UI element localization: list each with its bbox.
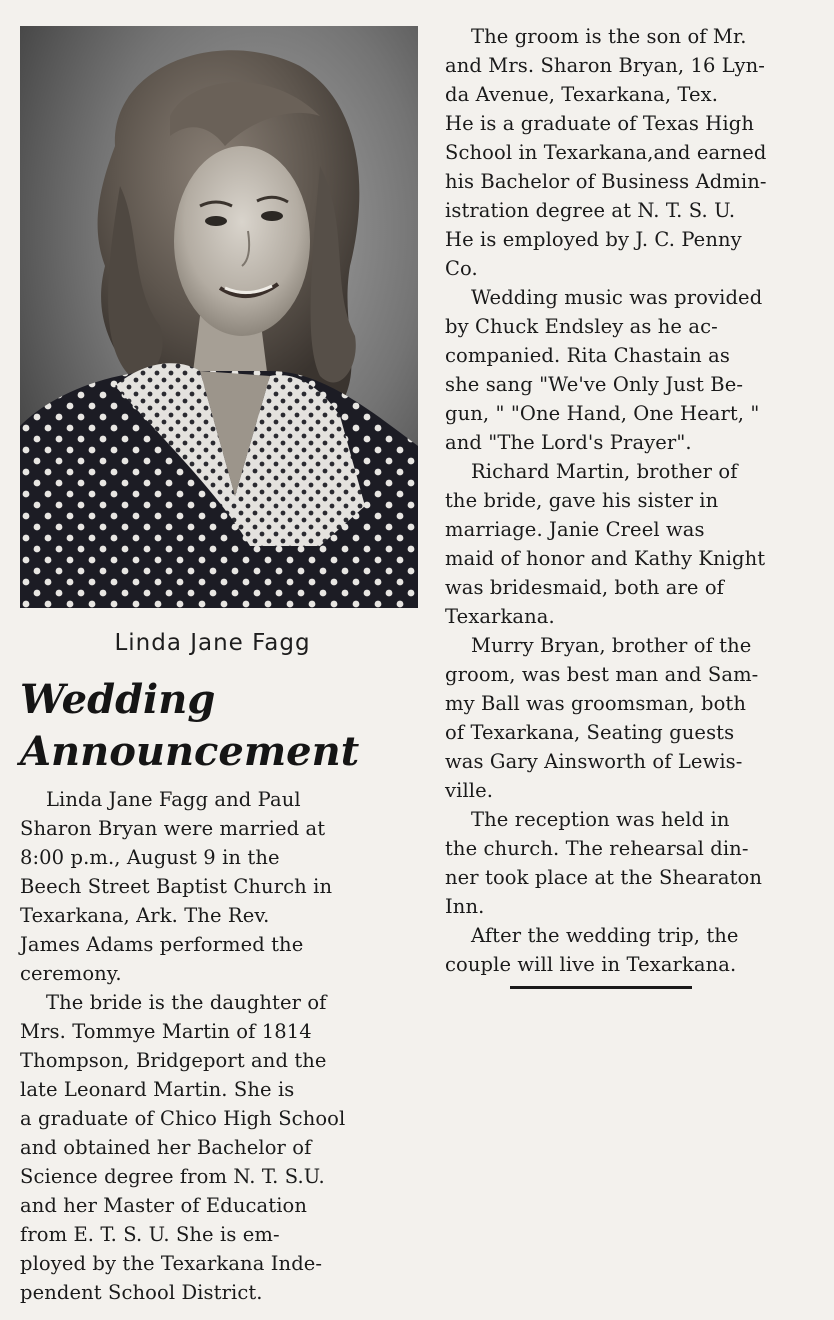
text-line: Thompson, Bridgeport and the bbox=[20, 1049, 327, 1072]
text-line: School in Texarkana,and earned bbox=[445, 141, 767, 164]
text-line: 8:00 p.m., August 9 in the bbox=[20, 846, 280, 869]
text-line: Mrs. Tommye Martin of 1814 bbox=[20, 1020, 312, 1043]
text-line: and "The Lord's Prayer". bbox=[445, 431, 692, 454]
headline-line-2: Announcement bbox=[20, 728, 360, 775]
paragraph-bride bbox=[20, 988, 418, 1307]
paragraph-groom bbox=[445, 22, 829, 283]
paragraph-attendants bbox=[445, 457, 829, 631]
photo-caption: Linda Jane Fagg bbox=[114, 630, 311, 656]
bride-portrait-photo bbox=[20, 26, 418, 608]
text-line: The bride is the daughter of bbox=[46, 991, 327, 1014]
text-line: He is a graduate of Texas High bbox=[445, 112, 754, 135]
text-line: of Texarkana, Seating guests bbox=[445, 721, 735, 744]
text-line: marriage. Janie Creel was bbox=[445, 518, 705, 541]
paragraph-music bbox=[445, 283, 829, 457]
text-line: istration degree at N. T. S. U. bbox=[445, 199, 736, 222]
text-line: companied. Rita Chastain as bbox=[445, 344, 730, 367]
text-line: the bride, gave his sister in bbox=[445, 489, 719, 512]
text-line: and obtained her Bachelor of bbox=[20, 1136, 312, 1159]
end-of-article-rule bbox=[510, 986, 692, 989]
text-line: and Mrs. Sharon Bryan, 16 Lyn- bbox=[445, 54, 765, 77]
text-line: a graduate of Chico High School bbox=[20, 1107, 346, 1130]
paragraph-ceremony bbox=[20, 785, 418, 988]
text-line: was bridesmaid, both are of bbox=[445, 576, 724, 599]
paragraph-groomsmen bbox=[445, 631, 829, 805]
text-line: couple will live in Texarkana. bbox=[445, 953, 737, 976]
text-line: ner took place at the Shearaton bbox=[445, 866, 763, 889]
text-line: was Gary Ainsworth of Lewis- bbox=[445, 750, 743, 773]
text-line: Science degree from N. T. S.U. bbox=[20, 1165, 325, 1188]
text-line: gun, " "One Hand, One Heart, " bbox=[445, 402, 760, 425]
text-line: James Adams performed the bbox=[20, 933, 304, 956]
text-line: Linda Jane Fagg and Paul bbox=[46, 788, 301, 811]
paragraph-reception bbox=[445, 805, 829, 921]
text-line: He is employed by J. C. Penny bbox=[445, 228, 742, 251]
text-line: Inn. bbox=[445, 895, 485, 918]
text-line: Texarkana. bbox=[445, 605, 555, 628]
text-line: she sang "We've Only Just Be- bbox=[445, 373, 744, 396]
text-line: pendent School District. bbox=[20, 1281, 263, 1304]
text-line: da Avenue, Texarkana, Tex. bbox=[445, 83, 719, 106]
headline-line-1: Wedding bbox=[20, 676, 216, 723]
text-line: by Chuck Endsley as he ac- bbox=[445, 315, 718, 338]
right-article-body bbox=[445, 22, 829, 979]
text-line: ployed by the Texarkana Inde- bbox=[20, 1252, 323, 1275]
text-line: The reception was held in bbox=[471, 808, 730, 831]
text-line: Texarkana, Ark. The Rev. bbox=[20, 904, 270, 927]
left-article-body bbox=[20, 785, 418, 1307]
text-line: late Leonard Martin. She is bbox=[20, 1078, 295, 1101]
text-line: my Ball was groomsman, both bbox=[445, 692, 747, 715]
text-line: Murry Bryan, brother of the bbox=[471, 634, 752, 657]
portrait-illustration bbox=[20, 26, 418, 608]
text-line: The groom is the son of Mr. bbox=[471, 25, 747, 48]
text-line: and her Master of Education bbox=[20, 1194, 308, 1217]
text-line: his Bachelor of Business Admin- bbox=[445, 170, 767, 193]
text-line: After the wedding trip, the bbox=[471, 924, 739, 947]
text-line: from E. T. S. U. She is em- bbox=[20, 1223, 280, 1246]
headline bbox=[20, 674, 420, 778]
text-line: Co. bbox=[445, 257, 478, 280]
text-line: ville. bbox=[445, 779, 494, 802]
text-line: the church. The rehearsal din- bbox=[445, 837, 749, 860]
text-line: Richard Martin, brother of bbox=[471, 460, 738, 483]
paragraph-closing bbox=[445, 921, 829, 979]
text-line: Sharon Bryan were married at bbox=[20, 817, 326, 840]
text-line: Wedding music was provided bbox=[471, 286, 763, 309]
text-line: Beech Street Baptist Church in bbox=[20, 875, 333, 898]
text-line: groom, was best man and Sam- bbox=[445, 663, 759, 686]
text-line: ceremony. bbox=[20, 962, 122, 985]
text-line: maid of honor and Kathy Knight bbox=[445, 547, 766, 570]
